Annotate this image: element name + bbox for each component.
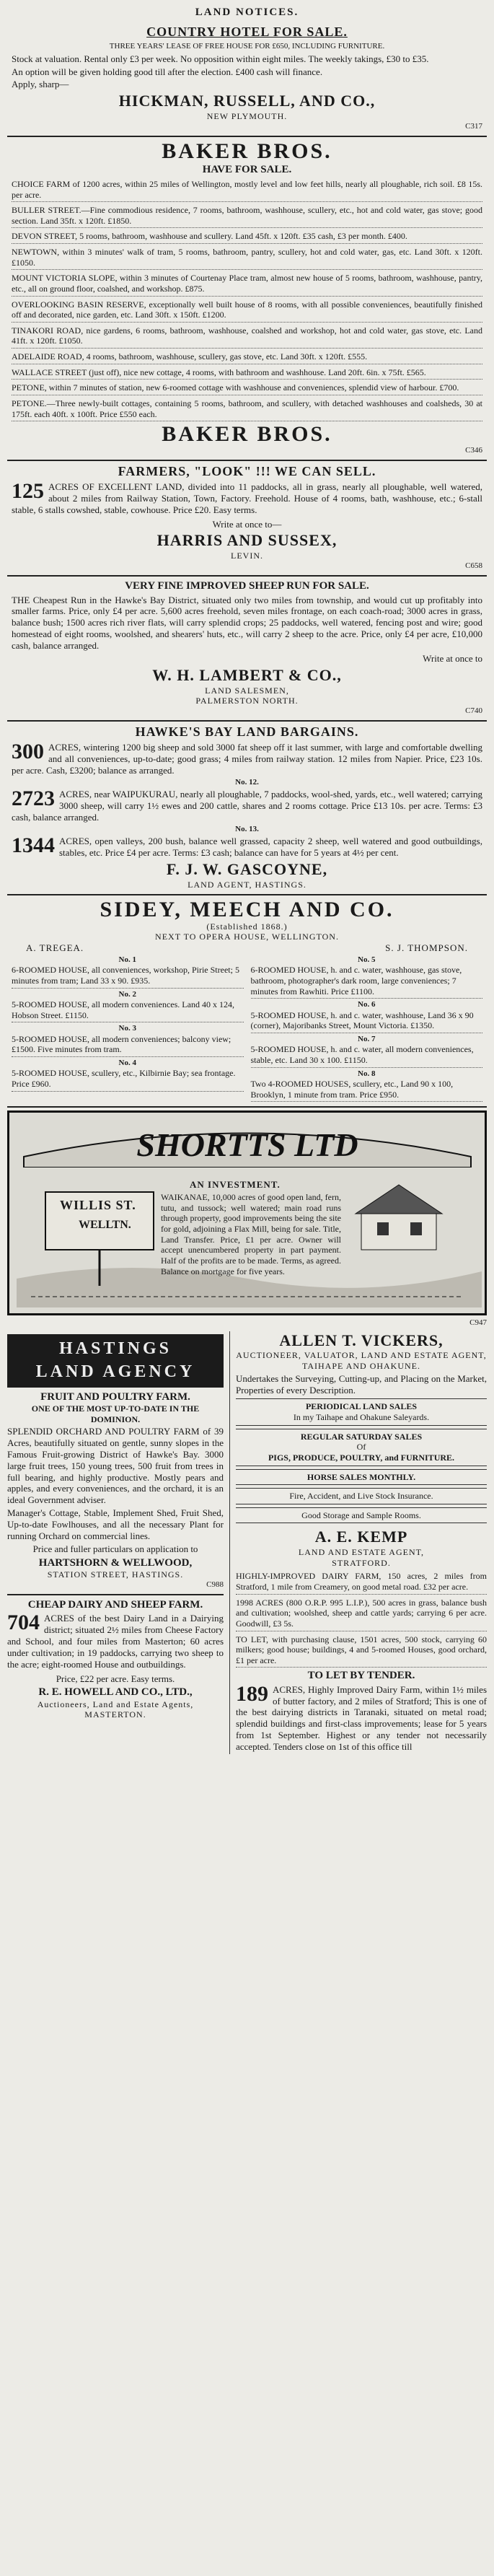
banner-title: SHORTTS LTD: [136, 1126, 358, 1164]
ad-text: ACRES of the best Dairy Land in a Dairying district; situated 2½ miles from Cheese Factory and School, and four miles from Masterton; 60 acres under cultivation; in 19 paddocks, carrying two sheep to the acre; eight-roomed House and outbuildings.: [7, 1613, 224, 1670]
listing-item: [12, 954, 244, 989]
banner-graphic: [17, 1117, 478, 1167]
firm-name: W. H. LAMBERT & CO.,: [152, 665, 342, 684]
listing-group: [12, 178, 482, 421]
listing-text: Two 4-ROOMED HOUSES, scullery, etc., Land 90 x 100, Brooklyn, 1 minute from tram. Price £950.: [250, 1078, 454, 1100]
listing-text: 6-ROOMED HOUSE, all conveniences, workshop, Pirie Street; 5 minutes from tram; Land 33 x 90. £935.: [12, 965, 239, 986]
firm-name: HARRIS AND SUSSEX,: [156, 531, 338, 550]
hastings-agency-banner: [7, 1334, 224, 1388]
ad-lambert: [7, 577, 487, 722]
listing-item: 1998 ACRES (800 O.R.P. 995 L.I.P.), 500 acres in grass, balance bush and cultivation; woolshed, sheep and cattle yards; carrying 6 per acre. Goodwill, £3 5s.: [236, 1596, 487, 1631]
listing-item: DEVON STREET, 5 rooms, bathroom, washhouse and scullery. Land 45ft. x 120ft. £35 cash, £3 per month. £400.: [12, 229, 482, 244]
firm-sub: Auctioneers, Land and Estate Agents,: [37, 1699, 194, 1709]
newspaper-page: [7, 0, 487, 1758]
listing-item: PETONE.—Three newly-built cottages, containing 5 rooms, bathroom, and scullery, with detached washhouses and coalsheds, 30 at 175ft. each 40ft. x 100ft. Price £550 each.: [12, 397, 482, 421]
ad-text: ACRES, Highly Improved Dairy Farm, within 1½ miles of butter factory, and 2 miles of Stratford; This is one of the best dairying districts in Taranaki, situated on metal road; splendid buildings and first-class improvements; lease for 5 years from 1st September. Highest or any tender not necessarily accepted. Tenders close on 1st of this office till: [236, 1683, 487, 1753]
sign-text: WELLTN.: [79, 1219, 131, 1232]
listing-text: 5-ROOMED HOUSE, all modern conveniences; balcony view; £1500. Five minutes from tram.: [12, 1033, 231, 1055]
ad-baker-bros: [7, 137, 487, 461]
ad-heading: FRUIT AND POULTRY FARM.: [40, 1390, 190, 1403]
listing-item: [12, 833, 482, 860]
acreage-number: 2723: [12, 787, 55, 811]
listing-text: 5-ROOMED HOUSE, scullery, etc., Kilbirnie Bay; sea frontage. Price £960.: [12, 1068, 236, 1089]
firm-sub: LAND AND ESTATE AGENT,: [298, 1547, 425, 1558]
firm-name: ALLEN T. VICKERS,: [279, 1331, 444, 1349]
ad-heading: CHEAP DAIRY AND SHEEP FARM.: [27, 1598, 203, 1611]
ad-text: Apply, sharp—: [12, 79, 69, 90]
ad-heading: COUNTRY HOTEL FOR SALE.: [146, 25, 348, 40]
listing-text: ACRES, wintering 1200 big sheep and sold 3000 fat sheep off it last summer, with large and comfortable dwelling and all conveniences, up-to-date; good grass; 4 miles from railway station. 12 miles from Napier. Price, £23 10s. per acre. Cash, £3200; balance as arranged.: [12, 742, 482, 776]
listing-item: OVERLOOKING BASIN RESERVE, exceptionally well built house of 8 rooms, with all possible conveniences, beautifully finished off and decorated, nice garden, etc. Land 30ft. x 150ft. £1200.: [12, 298, 482, 323]
ad-heading: TO LET BY TENDER.: [307, 1670, 415, 1682]
ad-heading: PERIODICAL LAND SALES: [305, 1401, 418, 1412]
firm-place: PALMERSTON NORTH.: [195, 696, 299, 706]
ad-heading: VERY FINE IMPROVED SHEEP RUN FOR SALE.: [125, 580, 369, 592]
ad-text: PIGS, PRODUCE, POULTRY, and FURNITURE.: [268, 1452, 455, 1463]
ad-reference: C346: [465, 445, 482, 455]
sign-text: WILLIS ST.: [60, 1198, 136, 1213]
ad-heading: SIDEY, MEECH AND CO.: [100, 898, 394, 922]
ad-sidey-meech: [7, 895, 487, 1108]
ad-text: Write at once to—: [212, 518, 282, 530]
partner-name: A. TREGEA.: [26, 942, 84, 954]
address: NEXT TO OPERA HOUSE, WELLINGTON.: [155, 932, 339, 942]
firm-sub: AUCTIONEER, VALUATOR, LAND AND ESTATE AGENT,: [236, 1350, 487, 1361]
listing-number: No. 8: [358, 1069, 376, 1078]
listing-text: 5-ROOMED HOUSE, h. and c. water, washhouse, Land 36 x 90 (corner), Majoribanks Street, Mount Victoria. £1350.: [250, 1009, 474, 1031]
listing-item: [12, 989, 244, 1023]
listing-number: No. 1: [118, 955, 136, 964]
firm-sub: LAND SALESMEN,: [205, 685, 289, 696]
listing-item: [251, 999, 483, 1033]
listing-number: No. 7: [358, 1034, 376, 1043]
listing-item: [251, 1068, 483, 1103]
listing-item: [12, 742, 482, 787]
listing-item: BULLER STREET.—Fine commodious residence, 7 rooms, bathroom, washhouse, scullery, etc., hot and cold water, gas stove; good section. Land 35ft. x 120ft. £1850.: [12, 203, 482, 228]
ad-reference: C988: [206, 1580, 224, 1589]
listing-number: No. 3: [118, 1024, 136, 1033]
ad-text: WAIKANAE, 10,000 acres of good open land, fern, tutu, and tussock; well watered; main road runs through property, good improvements being the site for gold, adjoining a Flax Mill, being for sale. Title, Land Transfer. Price, £1 per acre. Owner will accept unencumbered property in part payment. Half of the profits are to be made. Terms, as agreed. Balance on mortgage for five years.: [161, 1192, 341, 1276]
ad-reference: C740: [465, 706, 482, 715]
listing-text: 5-ROOMED HOUSE, h. and c. water, all modern conveniences, stable, etc. Land 30 x 100. £1150.: [250, 1044, 474, 1065]
ad-text: Stock at valuation. Rental only £3 per week. No opposition within eight miles. The weekly takings, £30 to £35.: [12, 53, 429, 64]
firm-place: STATION STREET, HASTINGS.: [47, 1569, 184, 1580]
ad-harris-sussex: [7, 461, 487, 577]
listing-group: [12, 742, 482, 860]
ad-text: Of: [356, 1442, 366, 1453]
firm-sub: LAND AGENT, HASTINGS.: [188, 879, 306, 890]
listing-item: TINAKORI ROAD, nice gardens, 6 rooms, bathroom, washhouse, coalshed and workshop, hot and cold water, gas stove, etc. Land 41ft. x 120ft. £1050.: [12, 324, 482, 349]
ad-heading: HAWKE'S BAY LAND BARGAINS.: [135, 724, 359, 740]
firm-place: MASTERTON.: [84, 1709, 146, 1720]
listing-number: No. 2: [118, 989, 136, 999]
acreage-number: 1344: [12, 833, 55, 858]
ad-text: In my Taihape and Ohakune Saleyards.: [293, 1412, 430, 1423]
listing-item: MOUNT VICTORIA SLOPE, within 3 minutes of Courtenay Place tram, almost new house of 5 rooms, bathroom, washhouse, pantry, etc., all on ground floor, coalshed, and workshop. £875.: [12, 271, 482, 296]
ad-text: SPLENDID ORCHARD AND POULTRY FARM of 39 Acres, beautifully situated on gentle, sunny slopes in the Famous Fruit-growing District of Hawke's Bay. 3000 large fruit trees, 150 young trees, 500 fruit from trees in full bearing, and highly productive. Mostly pears and apples, and every conveniences, and the orchard, it is an ideal Government adviser.: [7, 1426, 224, 1506]
ad-footer: BAKER BROS.: [162, 422, 332, 447]
listing-item: NEWTOWN, within 3 minutes' walk of tram, 5 rooms, bathroom, pantry, scullery, hot and cold water, gas, etc. Land 30ft. x 120ft. £1050.: [12, 245, 482, 270]
ad-country-hotel: [7, 22, 487, 137]
banner-title: LAND AGENCY: [35, 1362, 195, 1381]
ad-heading: FARMERS, "LOOK" !!! WE CAN SELL.: [118, 464, 376, 479]
ad-cheap-dairy: [7, 1594, 224, 1720]
ad-text: Price and fuller particulars on application to: [32, 1543, 198, 1554]
acreage-number: 189: [236, 1681, 268, 1706]
firm-name: HARTSHORN & WELLWOOD,: [38, 1556, 193, 1569]
ad-text: Good Storage and Sample Rooms.: [236, 1507, 487, 1524]
listing-item: TO LET, with purchasing clause, 1501 acres, 500 stock, carrying 60 milkers; good house; buildings, 4 and 5-roomed Houses, good orchard, £1 per acre.: [236, 1633, 487, 1668]
ad-text: Price, £22 per acre. Easy terms.: [56, 1673, 175, 1684]
listing-text: 6-ROOMED HOUSE, h. and c. water, washhouse, gas stove, bathroom, photographer's dark room, large conveniences; 7 minutes from Rawhiti. Price £1100.: [250, 965, 462, 996]
ad-text: THE Cheapest Run in the Hawke's Bay District, situated only two miles from township, and would cut up profitably into smaller farms. Price, only £4 per acre. 5,600 acres freehold, seven miles frontage, on each coach-road; 3000 acres in grass, balance bush; 1500 acres rich river flats, will carry splendid crops; 25 paddocks, well watered, fencing post and wire; good homestead of eight rooms, woolshed, and shearers' huts, etc., will carry 2 sheep to the acre. Price, only £4 per acre, £10,000 cash, balance arranged.: [12, 594, 482, 652]
listing-item: [251, 954, 483, 999]
listing-item: [12, 1057, 244, 1092]
firm-place: TAIHAPE AND OHAKUNE.: [301, 1361, 421, 1372]
ad-text: Undertakes the Surveying, Cutting-up, and Placing on the Market, Properties of every Description.: [236, 1372, 487, 1396]
firm-name: A. E. KEMP: [314, 1528, 408, 1546]
listing-number: No. 5: [358, 955, 376, 964]
ad-text: ACRES OF EXCELLENT LAND, divided into 11 paddocks, all in grass, nearly all ploughable, well watered, about 2 miles from Railway Station, Town, Factory. Freehold. House of 4 rooms, bath, washhouse, etc.; 6-stall stable, 6 stalls cowshed, stable, cowhouse. Price £20. Easy terms.: [12, 481, 482, 515]
listing-item: WALLACE STREET (just off), nice new cottage, 4 rooms, with bathroom and washhouse. Land 20ft. 6in. x 75ft. £565.: [12, 366, 482, 380]
listing-item: HIGHLY-IMPROVED DAIRY FARM, 150 acres, 2 miles from Stratford, 1 mile from Creamery, on good metal road. £32 per acre.: [236, 1569, 487, 1594]
ad-gascoyne: [7, 722, 487, 895]
listing-item: PETONE, within 7 minutes of station, new 6-roomed cottage with washhouse and conveniences, splendid view of harbour. £700.: [12, 381, 482, 395]
listing-text: 5-ROOMED HOUSE, all modern conveniences. Land 40 x 124, Hobson Street. £1150.: [12, 999, 234, 1020]
ad-heading: BAKER BROS.: [162, 139, 332, 164]
listing-item: ADELAIDE ROAD, 4 rooms, bathroom, washhouse, scullery, gas stove, etc. Land 30ft. x 120ft. £555.: [12, 350, 482, 364]
listing-number: No. 13.: [235, 824, 259, 833]
established: (Established 1868.): [206, 921, 288, 932]
listing-number: No. 6: [358, 1000, 376, 1009]
firm-place: STRATFORD.: [332, 1557, 391, 1568]
ad-reference: C947: [469, 1318, 487, 1328]
firm-name: HICKMAN, RUSSELL, AND CO.,: [118, 92, 376, 110]
ad-shortts: [7, 1110, 487, 1315]
ad-subheading: ONE OF THE MOST UP-TO-DATE IN THE DOMINION.: [31, 1403, 200, 1424]
listing-text: ACRES, open valleys, 200 bush, balance well grassed, capacity 2 sheep, well watered and good outbuildings, stables, etc. Price £4 per acre. Terms: £3 cash; balance can have for 5 years at 4½ per cent.: [59, 836, 482, 859]
column-title: LAND NOTICES.: [195, 6, 299, 18]
ad-text: Manager's Cottage, Stable, Implement Shed, Fruit Shed, Up-to-date Fowlhouses, and all the necessary Plant for running Orchard on commercial lines.: [7, 1507, 224, 1541]
firm-place: NEW PLYMOUTH.: [206, 111, 288, 122]
listing-column: [12, 954, 244, 1102]
listing-text: ACRES, near WAIPUKURAU, nearly all ploughable, 7 paddocks, wool-shed, yards, etc., well watered; carrying 3000 sheep, will carry 1½ ewes and 200 cattle, shares and 2 rooms cottage. Price £13 10s. per acre. Terms: £3 cash, balance arranged.: [12, 789, 482, 823]
firm-name: F. J. W. GASCOYNE,: [166, 859, 328, 878]
ad-text: Fire, Accident, and Live Stock Insurance.: [236, 1488, 487, 1504]
listing-item: [251, 1033, 483, 1068]
firm-place: LEVIN.: [231, 551, 263, 561]
ad-reference: C658: [465, 561, 482, 570]
listing-item: [12, 1022, 244, 1057]
ad-text: Write at once to: [423, 652, 482, 664]
listing-number: No. 4: [118, 1058, 136, 1067]
ad-subheading: HAVE FOR SALE.: [202, 163, 292, 175]
listing-item: CHOICE FARM of 1200 acres, within 25 miles of Wellington, mostly level and low feet hills, nearly all ploughable, rich soil. £8 15s. per acre.: [12, 178, 482, 202]
listing-number: No. 12.: [235, 777, 259, 787]
ad-heading: HORSE SALES MONTHLY.: [236, 1469, 487, 1486]
partner-name: S. J. THOMPSON.: [385, 942, 468, 954]
ad-text: THREE YEARS' LEASE OF FREE HOUSE FOR £650, INCLUDING FURNITURE.: [109, 42, 385, 51]
ad-text: An option will be given holding good till after the election. £400 cash will finance.: [12, 66, 323, 77]
acreage-number: 704: [7, 1611, 40, 1635]
acreage-number: 300: [12, 740, 44, 764]
ad-heading: AN INVESTMENT.: [190, 1179, 281, 1191]
ad-heading: REGULAR SATURDAY SALES: [300, 1431, 423, 1442]
listing-group: [236, 1569, 487, 1668]
firm-name: R. E. HOWELL AND CO., LTD.,: [38, 1686, 193, 1699]
listing-item: [12, 789, 482, 834]
listing-column: [251, 954, 483, 1102]
acreage-number: 125: [12, 479, 44, 503]
banner-title: HASTINGS: [58, 1339, 172, 1358]
ad-reference: C317: [465, 121, 482, 131]
